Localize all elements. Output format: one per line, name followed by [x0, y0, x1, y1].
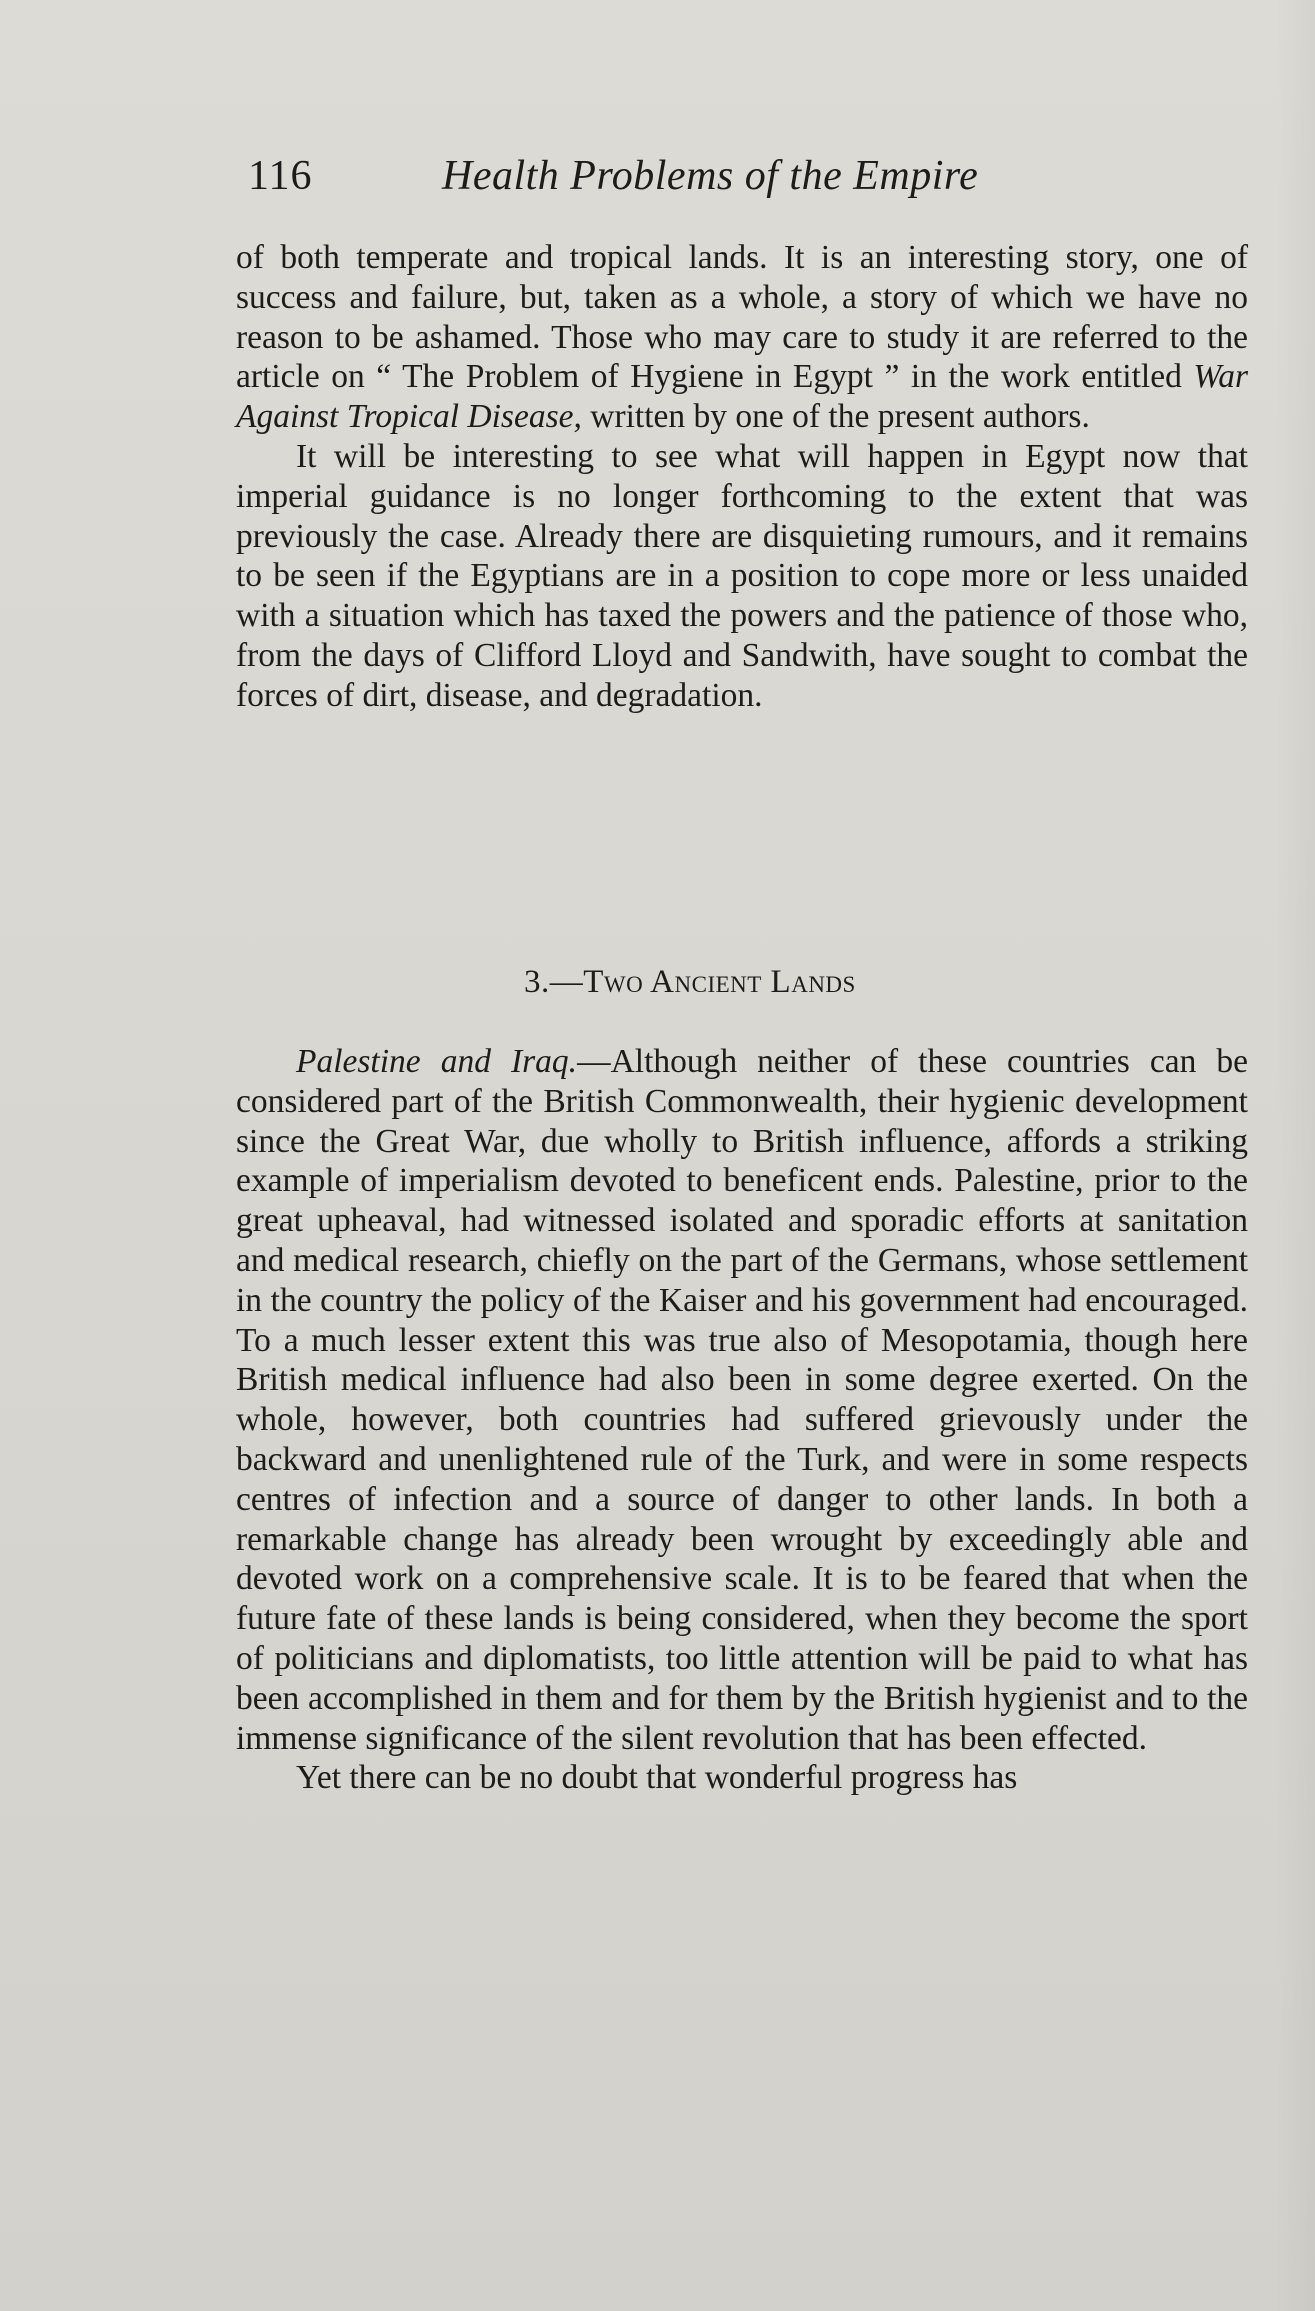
section-heading [524, 964, 856, 1001]
running-title: Health Problems of the Empire [442, 153, 979, 199]
paragraph-text: —Although neither of these countries can be considered part of the British Commonwealth, their hygienic development since the Great War, due wholly to British influence, affords a striking example of imperialism devoted to beneficent ends. Palestine, prior to the great upheaval, had witnessed isolated and sporadic efforts at sanitation and medical research, chiefly on the part of the Germans, whose settlement in the country the policy of the Kaiser and his government had encouraged. To a much lesser extent this was true also of Mesopotamia, though here British medical influence had also been in some degree exerted. On the whole, however, both countries had suffered grievously under the backward and unenlightened rule of the Turk, and were in some respects centres of infection and a source of danger to other lands. In both a remarkable change has already been wrought by exceedingly able and devoted work on a comprehensive scale. It is to be feared that when the future fate of these lands is being considered, when they become the sport of politicians and diplomatists, too little attention will be paid to what has been accomplished in them and for them by the British hygienist and to the immense significance of the silent revolution that has been effected. [236, 1043, 1248, 1757]
running-head [248, 152, 1248, 212]
section-2-text [236, 1042, 1248, 1798]
section-title: Two Ancient Lands [583, 964, 856, 1000]
paragraph-progress: Yet there can be no doubt that wonderful progress has [296, 1759, 1018, 1797]
section-number: 3.— [524, 964, 584, 1000]
page-edge-shadow [1275, 0, 1315, 2311]
paragraph-text: of both temperate and tropical lands. It is an interesting story, one of success and failure, but, taken as a whole, a story of which we have no reason to be ashamed. Those who may care to study it are referred to the article on “ The Problem of Hygiene in Egypt ” in the work entitled [236, 239, 1248, 396]
paragraph-text: written by one of the present authors. [581, 398, 1090, 436]
book-title-italic: War Against Tropical Disease, [236, 358, 1248, 436]
section-1-text [236, 238, 1248, 716]
paragraph-continued [236, 238, 1248, 437]
paragraph-palestine-iraq [236, 1042, 1248, 1758]
page-number: 116 [248, 153, 313, 199]
paragraph-egypt-future: It will be interesting to see what will happen in Egypt now that imperial guidance is no longer forthcoming to the extent that was previously the case. Already there are disquieting rumours, and it remains to be seen if the Egyptians are in a position to cope more or less unaided with a situation which has taxed the powers and the patience of those who, from the days of Clifford Lloyd and Sandwith, have sought to combat the forces of dirt, disease, and degradation. [236, 437, 1248, 714]
run-in-heading-italic: Palestine and Iraq. [296, 1043, 578, 1080]
